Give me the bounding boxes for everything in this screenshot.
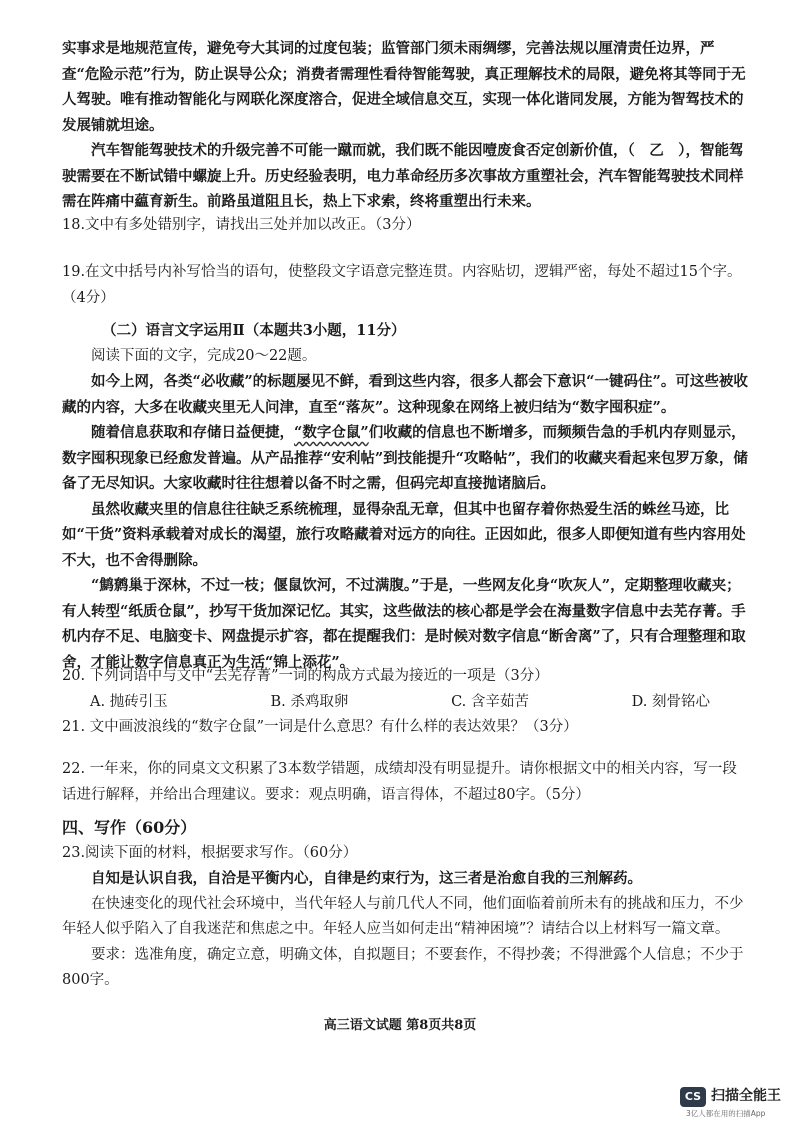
section-2-title: （二）语言文字运用Ⅱ（本题共3小题，11分） — [102, 322, 406, 339]
section-4 — [62, 815, 750, 994]
passage-top-p1: 实事求是地规范宣传，避免夸大其词的过度包装；监管部门须未雨绸缪，完善法规以厘清责任边界，严查“危险示范”行为，防止误导公众；消费者需理性看待智能驾驶，真正理解技术的局限，避免将其等同于无人驾驶。唯有推动智能化与网联化深度溶合，促进全域信息交互，实现一体化谐同发展，方能为智驾技术的发展铺就坦途。 — [62, 40, 746, 134]
option-d: D. 刻骨铭心 — [631, 693, 710, 710]
question-18-text: 18.文中有多处错别字，请找出三处并加以改正。（3分） — [62, 217, 421, 233]
material-line-1: 自知是认识自我，自洽是平衡内心，自律是约束行为，这三者是治愈自我的三剂解药。 — [91, 870, 642, 887]
section-2-p2-post: 们收藏的信息也不断增多，而频频告急的手机内存则显示，数字囤积现象已经愈发普遍。从产品推荐“安利帖”到技能提升“攻略帖”，我们的收藏夹看起来包罗万象，储备了无尽知识。大家收藏时往往想着以备不时之需，但码完却直接抛诸脑后。 — [62, 424, 748, 492]
section-2-intro: 阅读下面的文字，完成20～22题。 — [91, 347, 317, 364]
section-2-p2 — [62, 420, 750, 497]
material-line-2: 在快速变化的现代社会环境中，当代年轻人与前几代人不同，他们面临着前所未有的挑战和压力，不少年轻人似乎陷入了自我迷茫和焦虑之中。年轻人应当如何走出“精神困境”？请结合以上材料写一篇文章。 — [62, 895, 744, 937]
question-20-options — [62, 690, 750, 716]
scanner-watermark — [680, 1085, 792, 1125]
passage-top-p2: 汽车智能驾驶技术的升级完善不可能一蹴而就，我们既不能因噎废食否定创新价值，（ 乙 ），智能驾驶需要在不断试错中螺旋上升。历史经验表明，电力革命经历多次事故方重塑社会，汽车智能驾驶技术同样需在阵痛中藴育新生。前路虽道阻且长，热上下求索，终将重塑出行未来。 — [62, 142, 744, 210]
question-22-text: 22. 一年来，你的同桌文文积累了3本数学错题，成绩却没有明显提升。请你根据文中的相关内容，写一段话进行解释，并给出合理建议。要求：观点明确，语言得体，不超过80字。（5分） — [62, 761, 737, 803]
passage-top — [62, 36, 750, 215]
question-20 — [62, 664, 750, 741]
question-19-text: 19.在文中括号内补写恰当的语句，使整段文字语意完整连贯。内容贴切，逻辑严密，每处不超过15个字。（4分） — [62, 264, 742, 306]
question-19 — [62, 260, 750, 311]
watermark-name: 扫描全能王 — [711, 1088, 781, 1104]
section-2-p2-pre: 随着信息获取和存储日益便捷， — [91, 424, 294, 441]
question-20-stem: 20. 下列词语中与文中“去芜存菁”一词的构成方式最为接近的一项是（3分） — [62, 668, 549, 684]
option-c: C. 含辛茹苦 — [451, 693, 529, 710]
question-18 — [62, 213, 750, 239]
section-2-p4: “鹪鹩巢于深林，不过一枝；偃鼠饮河，不过满腹。”于是，一些网友化身“吹灰人”，定期整理收藏夹；有人转型“纸质仓鼠”，抄写干货加深记忆。其实，这些做法的核心都是学会在海量数字信息中去芜存菁。手机内存不足、电脑变卡、网盘提示扩容，都在提醒我们：是时候对数字信息“断舍离”了，只有合理整理和取舍，才能让数字信息真正为生活“锦上添花”。 — [62, 577, 746, 671]
section-2-p1: 如今上网，各类“必收藏”的标题屡见不鲜，看到这些内容，很多人都会下意识“一键码住”。可这些被收藏的内容，大多在收藏夹里无人问津，直至“落灰”。这种现象在网络上被归结为“数字囤积症”。 — [62, 373, 748, 416]
question-23-text: 23.阅读下面的材料，根据要求写作。（60分） — [62, 844, 358, 861]
question-22 — [62, 757, 750, 808]
section-2 — [62, 318, 750, 675]
writing-requirements: 要求：选准角度，确定立意，明确文体，自拟题目；不要套作，不得抄袭；不得泄露个人信息；不少于800字。 — [62, 946, 744, 988]
page-footer: 高三语文试题 第8页共8页 — [323, 1018, 477, 1033]
watermark-slogan: 3亿人都在用的扫描App — [686, 1109, 766, 1118]
section-2-p3: 虽然收藏夹里的信息往往缺乏系统梳理，显得杂乱无章，但其中也留存着你热爱生活的蛛丝马迹，比如“干货”资料承载着对成长的渴望，旅行攻略藏着对远方的向往。正因如此，很多人即便知道有些内容用处不大，也不舍得删除。 — [62, 500, 746, 569]
option-a: A. 抛砖引玉 — [90, 693, 168, 710]
question-21-text: 21. 文中画波浪线的“数字仓鼠”一词是什么意思？有什么样的表达效果？（3分） — [62, 719, 578, 735]
digital-hamster-wavy: “数字仓鼠” — [294, 424, 369, 441]
camscanner-logo-icon: CS — [680, 1087, 706, 1107]
option-b: B. 杀鸡取卵 — [270, 693, 349, 710]
section-4-title: 四、写作（60分） — [62, 818, 197, 837]
